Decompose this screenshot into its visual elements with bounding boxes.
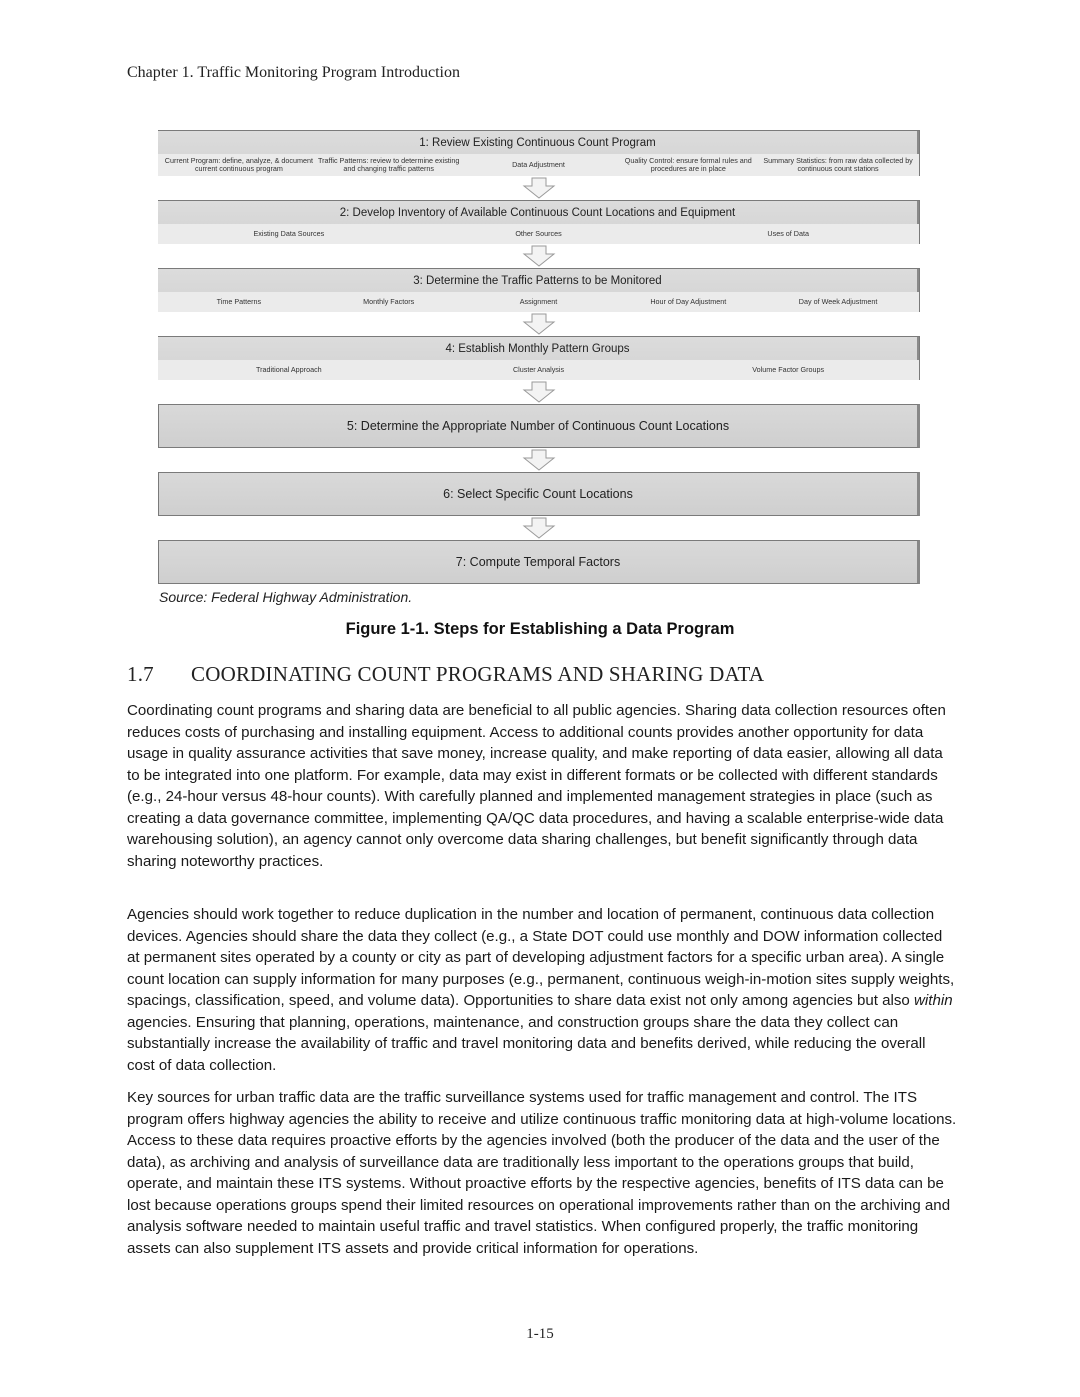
step-2-subitems — [158, 224, 919, 244]
page-number: 1-15 — [526, 1326, 554, 1342]
section-title: COORDINATING COUNT PROGRAMS AND SHARING DATA — [191, 662, 765, 686]
step-7-box — [158, 540, 920, 584]
step-2-subitem: Other Sources — [515, 228, 562, 238]
figure-source: Source: Federal Highway Administration. — [159, 589, 413, 605]
paragraph-text-part: Agencies should work together to reduce duplication in the number and location of permanent, continuous data collection devices. Agencies should share the data they collect (e.g., a State DOT could use monthly and DOW information collected at permanent sites operated by a county or city as part of developing adjustment factors for a specific urban area). A single count location can supply information for many purposes (e.g., permanent, continuous weigh-in-motion sites supply weights, spacings, classification, speed, and volume data). Opportunities to share data exist not only among agencies but also — [127, 906, 955, 1009]
step-1-subitem: Data Adjustment — [512, 159, 565, 169]
step-1-subitem: Traffic Patterns: review to determine existing and changing traffic patterns — [317, 155, 460, 173]
process-flow-diagram — [158, 130, 922, 584]
paragraph-text-part: agencies. Ensuring that planning, operations, maintenance, and construction groups share the data they collect can substantially increase the availability of traffic and travel monitoring data and benefits derived, while reducing the overall cost of data collection. — [127, 1013, 926, 1074]
down-arrow-icon — [158, 516, 920, 540]
step-3-title: 3: Determine the Traffic Patterns to be Monitored — [158, 269, 919, 292]
step-1-subitem: Quality Control: ensure formal rules and procedures are in place — [624, 155, 752, 173]
step-1-subitem: Current Program: define, analyze, & document current continuous program — [164, 155, 313, 173]
step-3-subitem: Assignment — [519, 296, 558, 306]
step-4-subitem: Traditional Approach — [256, 364, 322, 374]
step-4-box — [158, 336, 920, 380]
paragraph-text — [127, 904, 957, 1076]
paragraph — [127, 904, 957, 1076]
paragraph — [127, 1087, 957, 1259]
step-3-subitem: Hour of Day Adjustment — [650, 296, 727, 306]
figure-caption: Figure 1-1. Steps for Establishing a Data Program — [345, 620, 735, 638]
step-3-subitems — [158, 292, 919, 312]
paragraph — [127, 700, 957, 872]
step-1-subitem: Summary Statistics: from raw data collected by continuous count stations — [763, 155, 913, 173]
step-5-title: 5: Determine the Appropriate Number of Continuous Count Locations — [346, 419, 730, 433]
step-3-subitem: Day of Week Adjustment — [798, 296, 878, 306]
down-arrow-icon — [158, 312, 920, 336]
step-2-title: 2: Develop Inventory of Available Continuous Count Locations and Equipment — [158, 201, 919, 224]
step-4-subitem: Volume Factor Groups — [752, 364, 825, 374]
section-number: 1.7 — [127, 662, 154, 686]
paragraph-text: Coordinating count programs and sharing data are beneficial to all public agencies. Sharing data collection resources often reduces costs of purchasing and installing equipment. Access to additional counts provides another opportunity for data usage in quality assurance activities that save money, increase quality, and make reporting of data easier, allowing all data to be integrated into one platform. For example, data may exist in different formats or be collected with different standards (e.g., 24-hour versus 48-hour counts). With carefully planned and implemented management strategies in place (such as creating a data governance committee, implementing QA/QC data procedures, and having a scalable enterprise-wide data warehousing solution), an agency cannot only overcome data sharing challenges, but benefit significantly through data sharing noteworthy practices. — [127, 702, 946, 870]
section-heading — [127, 662, 764, 687]
down-arrow-icon — [158, 176, 920, 200]
step-6-box — [158, 472, 920, 516]
step-6-title: 6: Select Specific Count Locations — [443, 487, 633, 501]
step-7-title: 7: Compute Temporal Factors — [455, 555, 621, 569]
step-3-subitem: Time Patterns — [216, 296, 262, 306]
step-4-subitems — [158, 360, 919, 380]
step-4-subitem: Cluster Analysis — [512, 364, 565, 374]
down-arrow-icon — [158, 380, 920, 404]
paragraph-text: Key sources for urban traffic data are the traffic surveillance systems used for traffic management and control. The ITS program offers highway agencies the ability to receive and utilize continuous traffic monitoring data at high-volume locations. Access to these data requires proactive efforts by the agencies involved (both the producer of the data and the user of the data), as archiving and analysis of surveillance data are traditionally less important to the operations groups that build, operate, and maintain these ITS systems. Without proactive efforts by the respective agencies, benefits of ITS data can be lost because operations groups spend their limited resources on operational improvements rather than on the archiving and analysis software needed to maintain useful traffic and travel statistics. When configured properly, the traffic monitoring assets can also supplement ITS assets and provide critical information for operations. — [127, 1089, 957, 1257]
step-2-subitem: Uses of Data — [767, 228, 809, 238]
step-3-subitem: Monthly Factors — [363, 296, 415, 306]
step-1-box — [158, 130, 920, 176]
running-header: Chapter 1. Traffic Monitoring Program Introduction — [127, 64, 460, 81]
step-1-title: 1: Review Existing Continuous Count Program — [158, 131, 919, 154]
step-5-box — [158, 404, 920, 448]
step-3-box — [158, 268, 920, 312]
down-arrow-icon — [158, 448, 920, 472]
step-1-subitems — [158, 154, 919, 176]
step-4-title: 4: Establish Monthly Pattern Groups — [158, 337, 919, 360]
step-2-subitem: Existing Data Sources — [253, 228, 325, 238]
down-arrow-icon — [158, 244, 920, 268]
emphasis-text: within — [914, 992, 953, 1009]
step-2-box — [158, 200, 920, 244]
